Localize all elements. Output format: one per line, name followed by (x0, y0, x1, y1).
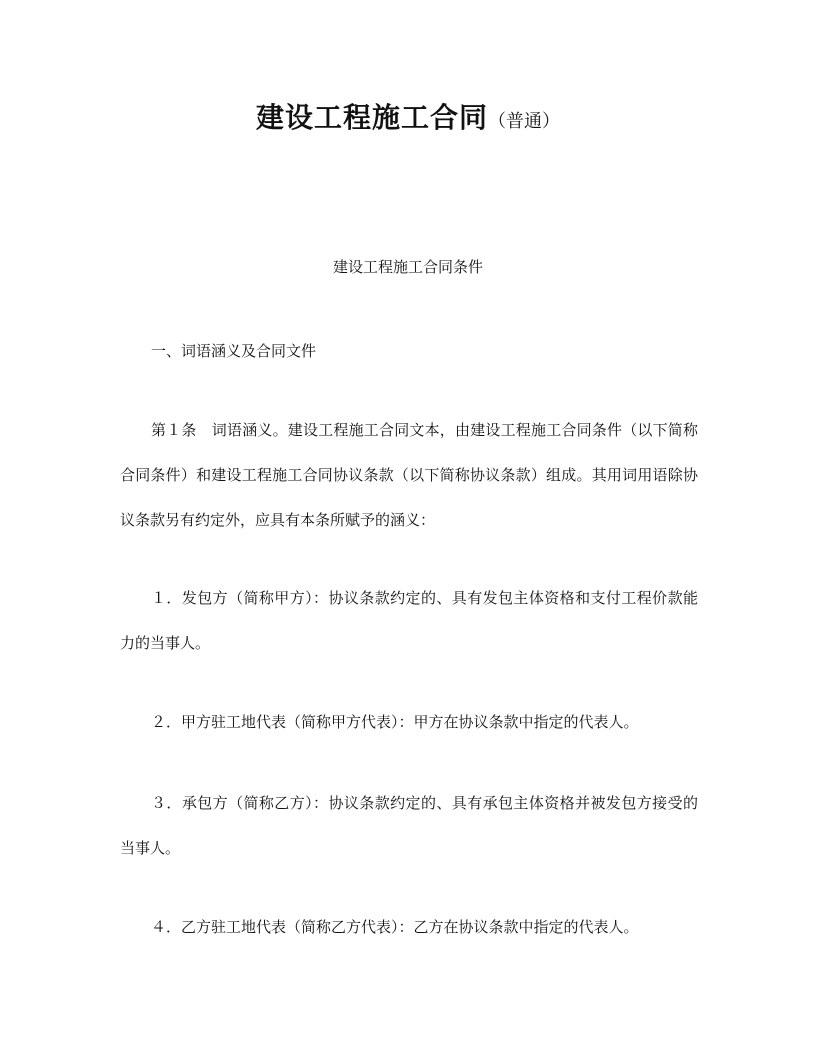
item-2-paragraph: ２．甲方驻工地代表（简称甲方代表）：甲方在协议条款中指定的代表人。 (151, 713, 639, 731)
item-1-paragraph: １．发包方（简称甲方）：协议条款约定的、具有发包主体资格和支付工程价款能力的当事人。 (120, 589, 698, 652)
item-4-paragraph: ４．乙方驻工地代表（简称乙方代表）：乙方在协议条款中指定的代表人。 (151, 918, 639, 936)
title-main: 建设工程施工合同 (255, 101, 488, 134)
item-3-paragraph: ３．承包方（简称乙方）：协议条款约定的、具有承包主体资格并被发包方接受的当事人。 (120, 794, 698, 857)
article-1-paragraph: 第１条 词语涵义。建设工程施工合同文本，由建设工程施工合同条件（以下简称合同条件）和建设工程施工合同协议条款（以下简称协议条款）组成。其用词用语除协议条款另有约定外，应具有本条所赋予的涵义： (120, 421, 698, 529)
document-subtitle: 建设工程施工合同条件 (332, 258, 483, 276)
document-title (0, 96, 816, 136)
title-sub: （普通） (488, 111, 560, 132)
section-heading: 一、词语涵义及合同文件 (151, 342, 317, 360)
